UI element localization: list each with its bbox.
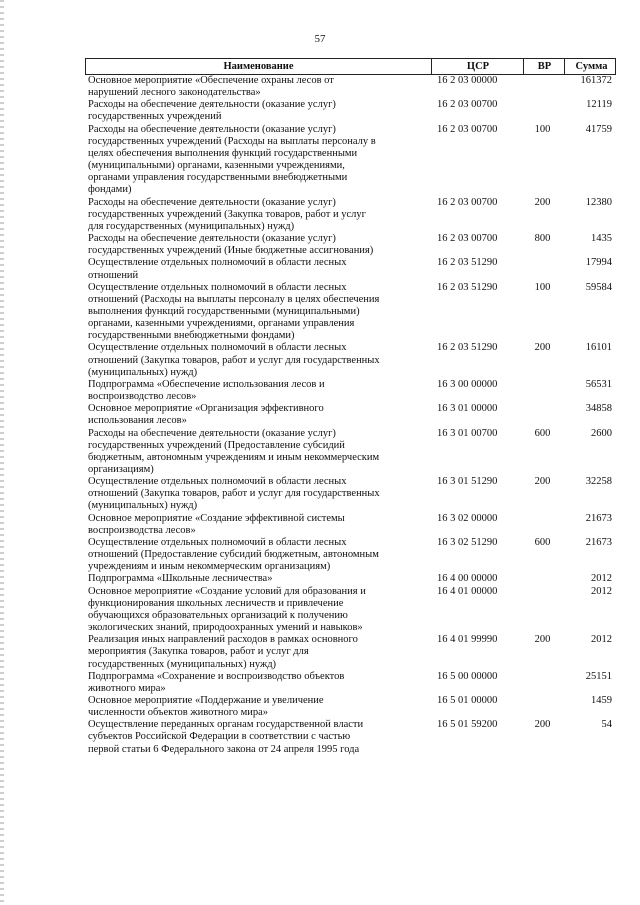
row-name: Расходы на обеспечение деятельности (оказание услуг) государственных учреждений (Иные бюджетные ассигнования) (88, 233, 374, 257)
row-name: Осуществление переданных органам государственной власти субъектов Российской Федерации в соответствии с частью первой статьи 6 Федерального закона от 24 апреля 1995 года (88, 719, 364, 755)
row-vr-code: 200 (534, 634, 551, 646)
row-amount: 21673 (585, 536, 612, 548)
row-vr-code: 100 (534, 123, 551, 135)
table-header (85, 58, 616, 75)
row-csr-code: 16 2 03 51290 (437, 257, 498, 269)
header-vr: ВР (523, 59, 565, 74)
row-name: Расходы на обеспечение деятельности (оказание услуг) государственных учреждений (Расходы на выплаты персоналу в целях обеспечения выполнения функций государственными (муниципальными) органами, казенными учреждениями, органами управления государственными внебюджетными фондами) (88, 123, 376, 196)
row-name: Осуществление отдельных полномочий в области лесных отношений (Закупка товаров, работ и услуг для государственных (муниципальных) нужд) (88, 342, 380, 378)
row-name: Подпрограмма «Сохранение и воспроизводство объектов животного мира» (88, 670, 345, 694)
row-name: Осуществление отдельных полномочий в области лесных отношений (Расходы на выплаты персоналу в целях обеспечения выполнения функций государственными (муниципальными) органами, казенными учреждениями, органами управления государственными внебюджетными фондами) (88, 281, 380, 342)
row-vr-code: 100 (534, 281, 551, 293)
row-csr-code: 16 4 00 00000 (437, 573, 498, 585)
row-csr-code: 16 3 02 00000 (437, 512, 498, 524)
table-row (85, 342, 616, 378)
table-row (85, 428, 616, 477)
row-csr-code: 16 4 01 00000 (437, 585, 498, 597)
table-row (85, 634, 616, 670)
row-vr-code: 200 (534, 342, 551, 354)
table-row (85, 233, 616, 257)
row-amount: 56531 (585, 378, 612, 390)
row-amount: 2012 (591, 585, 612, 597)
row-csr-code: 16 2 03 51290 (437, 281, 498, 293)
row-csr-code: 16 2 03 51290 (437, 342, 498, 354)
row-amount: 54 (601, 719, 612, 731)
row-csr-code: 16 5 00 00000 (437, 670, 498, 682)
row-amount: 17994 (585, 257, 612, 269)
scan-edge (0, 0, 4, 905)
row-csr-code: 16 3 01 51290 (437, 476, 498, 488)
page-number: 57 (314, 33, 326, 45)
row-amount: 25151 (585, 670, 612, 682)
row-csr-code: 16 2 03 00700 (437, 123, 498, 135)
row-csr-code: 16 2 03 00700 (437, 99, 498, 111)
row-csr-code: 16 3 01 00700 (437, 427, 498, 439)
row-name: Расходы на обеспечение деятельности (оказание услуг) государственных учреждений (Предоставление субсидий бюджетным, автономным учреждениям и иным некоммерческим организациям) (88, 427, 380, 475)
row-vr-code: 200 (534, 476, 551, 488)
header-csr: ЦСР (431, 59, 524, 74)
row-amount: 16101 (585, 342, 612, 354)
row-amount: 1435 (591, 233, 612, 245)
row-amount: 1459 (591, 694, 612, 706)
row-csr-code: 16 3 02 51290 (437, 536, 498, 548)
row-amount: 12119 (586, 99, 612, 111)
row-name: Основное мероприятие «Организация эффективного использования лесов» (88, 403, 324, 427)
row-name: Расходы на обеспечение деятельности (оказание услуг) государственных учреждений (88, 99, 336, 123)
row-amount: 21673 (585, 512, 612, 524)
row-name: Основное мероприятие «Создание эффективной системы воспроизводства лесов» (88, 512, 345, 536)
budget-table (85, 58, 616, 756)
row-vr-code: 600 (534, 536, 551, 548)
table-row (85, 695, 616, 719)
row-csr-code: 16 5 01 00000 (437, 694, 498, 706)
row-amount: 34858 (585, 403, 612, 415)
table-row (85, 719, 616, 755)
row-name: Основное мероприятие «Создание условий для образования и функционирования школьных лесничеств и привлечение обучающихся образовательных организаций к получению экологических знаний, природоохранных умений и навыков» (88, 585, 366, 634)
row-csr-code: 16 2 03 00700 (437, 233, 498, 245)
row-name: Осуществление отдельных полномочий в области лесных отношений (Предоставление субсидий бюджетным, автономным учреждениям и иным некоммерческим организациям) (88, 536, 379, 573)
header-name: Наименование (223, 61, 294, 72)
header-sum: Сумма (564, 59, 618, 74)
table-row (85, 573, 616, 585)
table-row (85, 197, 616, 233)
row-name: Основное мероприятие «Поддержание и увеличение численности объектов животного мира» (88, 694, 324, 719)
table-row (85, 379, 616, 403)
table-row (85, 537, 616, 573)
row-vr-code: 200 (534, 196, 551, 208)
table-row (85, 403, 616, 427)
row-csr-code: 16 3 00 00000 (437, 378, 498, 390)
row-amount: 161372 (580, 75, 612, 86)
row-csr-code: 16 4 01 99990 (437, 634, 498, 646)
row-csr-code: 16 2 03 00700 (437, 196, 498, 208)
row-name: Подпрограмма «Обеспечение использования лесов и воспроизводство лесов» (88, 378, 325, 403)
table-row (85, 671, 616, 695)
row-csr-code: 16 3 01 00000 (437, 403, 498, 415)
table-row (85, 75, 616, 99)
row-vr-code: 800 (534, 233, 551, 245)
row-csr-code: 16 2 03 00000 (437, 75, 498, 86)
row-name: Реализация иных направлений расходов в рамках основного мероприятия (Закупка товаров, работ и услуг для государственных (муниципальных) нужд) (88, 634, 358, 670)
row-name: Подпрограмма «Школьные лесничества» (88, 573, 273, 585)
table-row (85, 124, 616, 197)
table-row (85, 586, 616, 635)
row-vr-code: 200 (534, 719, 551, 731)
row-amount: 41759 (585, 123, 612, 135)
table-row (85, 257, 616, 281)
row-csr-code: 16 5 01 59200 (437, 719, 498, 731)
table-row (85, 282, 616, 343)
row-amount: 32258 (585, 476, 612, 488)
table-body (85, 75, 616, 756)
row-name: Основное мероприятие «Обеспечение охраны лесов от нарушений лесного законодательства» (88, 75, 334, 99)
row-name: Осуществление отдельных полномочий в области лесных отношений (88, 257, 347, 281)
row-amount: 2012 (591, 573, 612, 585)
table-row (85, 99, 616, 123)
row-amount: 2600 (591, 427, 612, 439)
row-amount: 12380 (585, 196, 612, 208)
row-amount: 2012 (591, 634, 612, 646)
row-vr-code: 600 (534, 427, 551, 439)
row-name: Расходы на обеспечение деятельности (оказание услуг) государственных учреждений (Закупка товаров, работ и услуг для государственных (муниципальных) нужд) (88, 196, 366, 232)
row-amount: 59584 (585, 281, 612, 293)
table-row (85, 476, 616, 512)
row-name: Осуществление отдельных полномочий в области лесных отношений (Закупка товаров, работ и услуг для государственных (муниципальных) нужд) (88, 476, 380, 512)
table-row (85, 513, 616, 537)
